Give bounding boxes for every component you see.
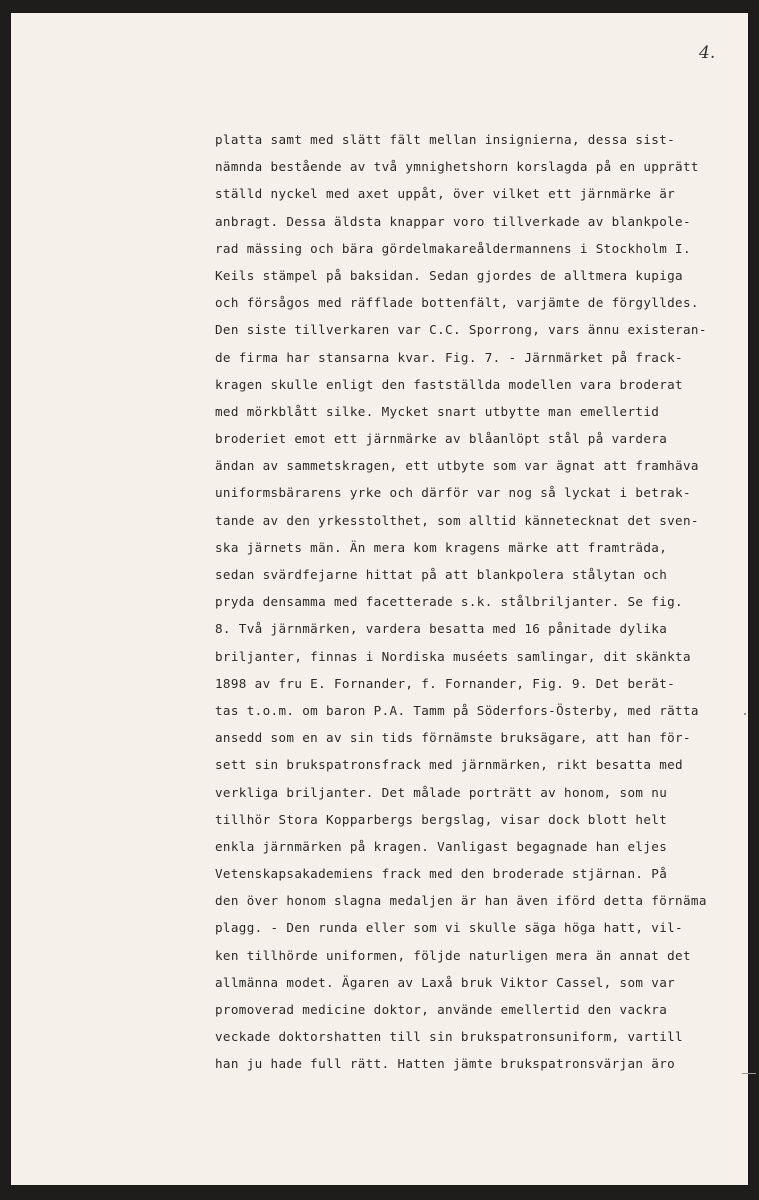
- text-line: med mörkblått silke. Mycket snart utbytte man emellertid: [215, 403, 660, 419]
- text-line: enkla järnmärken på kragen. Vanligast begagnade han eljes: [215, 838, 668, 854]
- text-line: han ju hade full rätt. Hatten jämte brukspatronsvärjan äro: [215, 1056, 676, 1072]
- text-line: ansedd som en av sin tids förnämste bruksägare, att han för-: [215, 730, 691, 746]
- text-line: ändan av sammetskragen, ett utbyte som var ägnat att framhäva: [215, 458, 699, 474]
- text-line: de firma har stansarna kvar. Fig. 7. - Järnmärket på frack-: [215, 349, 683, 365]
- text-line: kragen skulle enligt den fastställda modellen vara broderat: [215, 376, 683, 392]
- text-line: sedan svärdfejarne hittat på att blankpolera stålytan och: [215, 567, 668, 582]
- text-line: 1898 av fru E. Fornander, f. Fornander, Fig. 9. Det berät-: [215, 675, 676, 691]
- text-line: nämnda bestående av två ymnighetshorn korslagda på en upprätt: [215, 159, 699, 175]
- margin-tick-mark: [742, 1073, 756, 1074]
- text-line: tande av den yrkesstolthet, som alltid kännetecknat det sven-: [215, 512, 699, 528]
- text-line: promoverad medicine doktor, använde emellertid den vackra: [215, 1002, 668, 1017]
- text-line: tillhör Stora Kopparbergs bergslag, visar dock blott helt: [215, 811, 668, 827]
- margin-mark: [744, 713, 746, 715]
- text-line: tas t.o.m. om baron P.A. Tamm på Söderfors-Österby, med rätta: [215, 702, 699, 718]
- text-line: uniformsbärarens yrke och därför var nog så lyckat i betrak-: [215, 485, 691, 501]
- text-line: allmänna modet. Ägaren av Laxå bruk Viktor Cassel, som var: [215, 974, 676, 990]
- text-line: sett sin brukspatronsfrack med järnmärken, rikt besatta med: [215, 757, 683, 773]
- text-line: platta samt med slätt fält mellan insignierna, dessa sist-: [215, 132, 676, 147]
- text-line: och försågos med räfflade bottenfält, varjämte de förgylldes.: [215, 295, 699, 311]
- text-line: anbragt. Dessa äldsta knappar voro tillverkade av blankpole-: [215, 213, 691, 229]
- text-line: veckade doktorshatten till sin brukspatronsuniform, vartill: [215, 1029, 683, 1045]
- text-line: verkliga briljanter. Det målade porträtt av honom, som nu: [215, 784, 668, 800]
- text-line: broderiet emot ett järnmärke av blåanlöpt stål på vardera: [215, 431, 668, 447]
- text-line: pryda densamma med facetterade s.k. stålbriljanter. Se fig.: [215, 594, 683, 610]
- text-line: ken tillhörde uniformen, följde naturligen mera än annat det: [215, 947, 691, 963]
- text-line: ställd nyckel med axet uppåt, över vilket ett järnmärke är: [215, 186, 676, 202]
- document-page: [11, 13, 748, 1185]
- text-line: 8. Två järnmärken, vardera besatta med 16 pånitade dylika: [215, 621, 668, 637]
- text-line: Vetenskapsakademiens frack med den broderade stjärnan. På: [215, 866, 668, 882]
- text-line: den över honom slagna medaljen är han även iförd detta förnäma: [215, 893, 707, 909]
- page-number: 4.: [699, 43, 716, 63]
- text-line: Keils stämpel på baksidan. Sedan gjordes de alltmera kupiga: [215, 267, 683, 283]
- body-text: [215, 126, 735, 1078]
- text-line: ska järnets män. Än mera kom kragens märke att framträda,: [215, 539, 668, 555]
- text-line: plagg. - Den runda eller som vi skulle säga höga hatt, vil-: [215, 920, 683, 936]
- text-line: rad mässing och bära gördelmakareåldermannens i Stockholm I.: [215, 240, 691, 256]
- text-line: Den siste tillverkaren var C.C. Sporrong, vars ännu existeran-: [215, 322, 707, 338]
- text-line: briljanter, finnas i Nordiska muséets samlingar, dit skänkta: [215, 648, 691, 664]
